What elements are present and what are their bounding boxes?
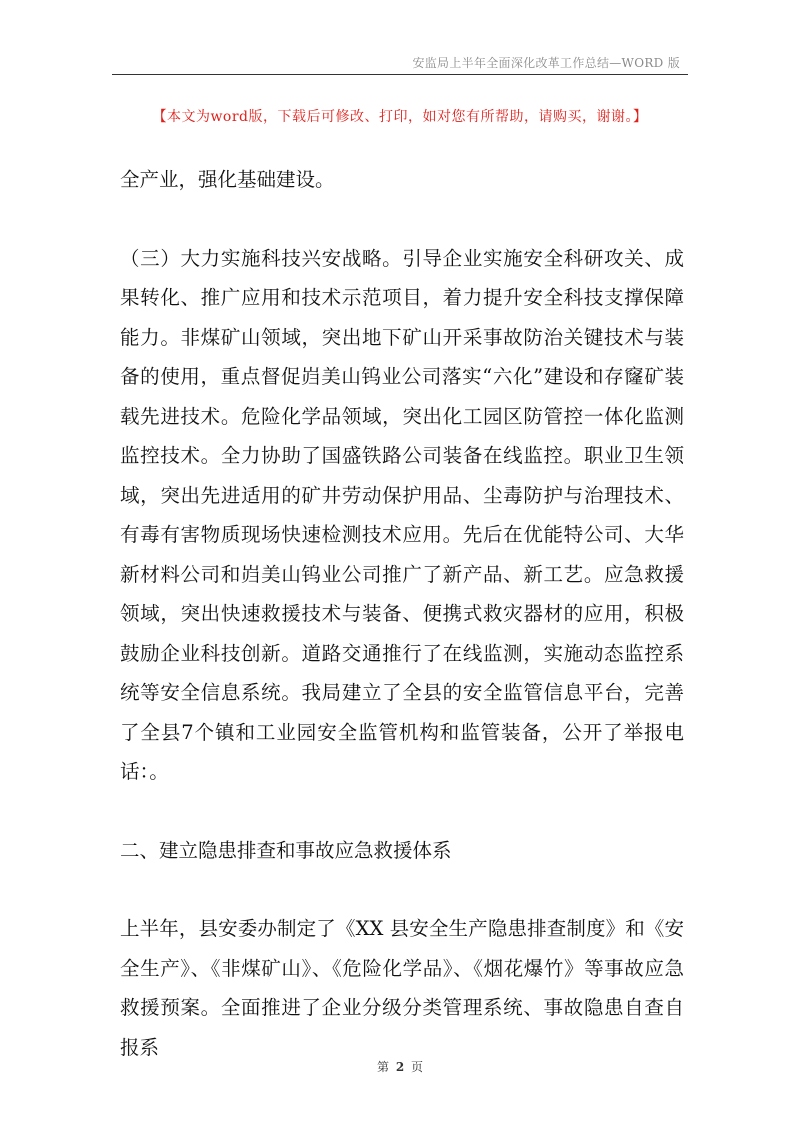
paragraph-tech-strategy: （三）大力实施科技兴安战略。引导企业实施安全科研攻关、成果转化、推广应用和技术示范项目，着力提升安全科技支撑保障能力。非煤矿山领域，突出地下矿山开采事故防治关键技术与装备的使用，重点督促岿美山钨业公司落实“六化”建设和存窿矿装载先进技术。危险化学品领域，突出化工园区防管控一体化监测监控技术。全力协助了国盛铁路公司装备在线监控。职业卫生领域，突出先进适用的矿井劳动保护用品、尘毒防护与治理技术、有毒有害物质现场快速检测技术应用。先后在优能特公司、大华新材料公司和岿美山钨业公司推广了新产品、新工艺。应急救援领域，突出快速救援技术与装备、便携式救灾器材的应用，积极鼓励企业科技创新。道路交通推行了在线监测，实施动态监控系统等安全信息系统。我局建立了全县的安全监管信息平台，完善了全县7个镇和工业园安全监管机构和监管装备，公开了举报电话：。	[120, 246, 684, 783]
body-content	[120, 160, 684, 1067]
page-number	[0, 1058, 800, 1075]
purchase-notice: 【本文为word版，下载后可修改、打印，如对您有所帮助，请购买，谢谢。】	[152, 109, 648, 125]
section-heading: 二、建立隐患排查和事故应急救援体系	[120, 838, 452, 862]
page-suffix: 页	[411, 1060, 424, 1074]
header-divider	[112, 74, 688, 75]
paragraph-continuation: 全产业，强化基础建设。	[120, 168, 335, 191]
page-prefix: 第	[376, 1060, 389, 1074]
page-number-value: 2	[395, 1060, 405, 1074]
running-header: 安监局上半年全面深化改革工作总结—WORD 版	[412, 56, 680, 70]
paragraph-hazard-system: 上半年，县安委办制定了《XX 县安全生产隐患排查制度》和《安全生产》、《非煤矿山》、《危险化学品》、《烟花爆竹》等事故应急救援预案。全面推进了企业分级分类管理系统、事故隐患自查自报系	[120, 917, 684, 1059]
